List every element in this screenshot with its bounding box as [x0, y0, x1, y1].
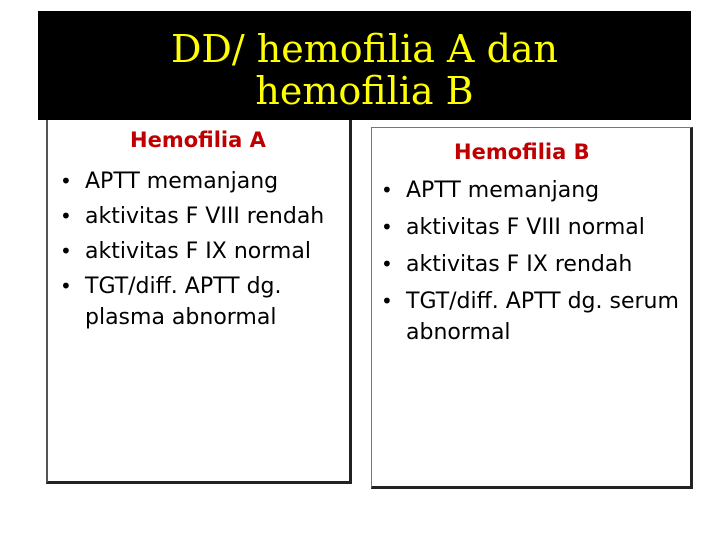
list-item — [56, 271, 346, 333]
panel-hemofilia-a — [46, 120, 352, 484]
list-item — [377, 286, 687, 348]
list-item-text: aktivitas F VIII rendah — [85, 204, 325, 229]
list-item — [56, 236, 346, 267]
list-item — [56, 166, 346, 197]
bullet-icon: • — [381, 289, 393, 313]
list-item — [377, 249, 687, 280]
list-item-text: TGT/diff. APTT dg. serum abnormal — [406, 289, 679, 345]
list-item-text: aktivitas F IX normal — [85, 239, 311, 264]
slide-title — [135, 28, 595, 112]
title-bar — [38, 11, 691, 120]
panel-heading-a: Hemofilia A — [130, 128, 266, 152]
panel-hemofilia-b — [371, 127, 693, 489]
list-item — [56, 201, 346, 232]
bullet-list-b — [377, 175, 687, 354]
bullet-icon: • — [381, 178, 393, 202]
list-item-text: APTT memanjang — [406, 178, 600, 203]
list-item-text: aktivitas F IX rendah — [406, 252, 633, 277]
bullet-icon: • — [381, 252, 393, 276]
bullet-icon: • — [60, 274, 72, 298]
list-item-text: APTT memanjang — [85, 169, 279, 194]
slide-title-line-2: hemofilia B — [255, 68, 474, 113]
bullet-icon: • — [60, 169, 72, 193]
list-item-text: TGT/diff. APTT dg. plasma abnormal — [85, 274, 282, 330]
list-item — [377, 212, 687, 243]
list-item — [377, 175, 687, 206]
panel-heading-b: Hemofilia B — [454, 140, 590, 164]
slide-title-line-1: DD/ hemofilia A dan — [170, 26, 559, 71]
bullet-icon: • — [60, 204, 72, 228]
bullet-icon: • — [60, 239, 72, 263]
bullet-list-a — [56, 166, 346, 337]
bullet-icon: • — [381, 215, 393, 239]
list-item-text: aktivitas F VIII normal — [406, 215, 645, 240]
